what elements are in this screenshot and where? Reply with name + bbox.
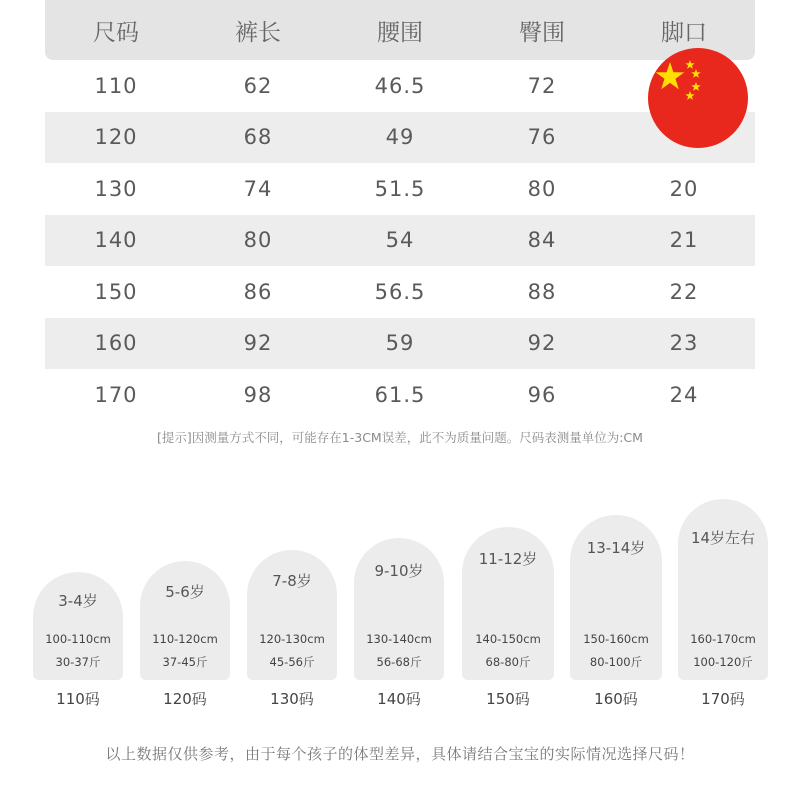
- table-cell: 88: [527, 279, 557, 304]
- weight-range: 45-56斤: [269, 655, 315, 669]
- table-cell: 24: [669, 382, 699, 407]
- height-range: 110-120cm: [152, 632, 218, 646]
- age-label: 7-8岁: [272, 572, 312, 590]
- header-size: 尺码: [93, 19, 139, 46]
- weight-range: 80-100斤: [589, 655, 643, 669]
- table-cell: 46.5: [374, 73, 426, 98]
- age-column: [462, 527, 554, 680]
- age-label: 13-14岁: [586, 539, 646, 557]
- header-pants-length: 裤长: [235, 19, 281, 46]
- age-label: 5-6岁: [165, 583, 205, 601]
- table-row: [45, 318, 755, 370]
- age-column: [247, 550, 337, 680]
- weight-range: 68-80斤: [485, 655, 531, 669]
- table-cell: 84: [527, 228, 557, 253]
- weight-range: 30-37斤: [55, 655, 101, 669]
- table-cell: 21: [669, 228, 699, 253]
- height-range: 160-170cm: [690, 632, 756, 646]
- table-cell: 170: [94, 382, 138, 407]
- table-cell: 51.5: [374, 176, 426, 201]
- table-cell: 56.5: [374, 279, 426, 304]
- height-range: 100-110cm: [45, 632, 111, 646]
- size-code: 120码: [163, 690, 207, 708]
- table-cell: 54: [385, 228, 415, 253]
- size-code: 110码: [56, 690, 100, 708]
- table-cell: 86: [243, 279, 273, 304]
- age-label: 3-4岁: [58, 592, 98, 610]
- header-waist: 腰围: [377, 19, 423, 46]
- table-cell: 96: [527, 382, 557, 407]
- table-row: [45, 369, 755, 421]
- age-label: 11-12岁: [478, 550, 538, 568]
- table-cell: 74: [243, 176, 273, 201]
- size-code: 150码: [486, 690, 530, 708]
- table-cell: 92: [243, 331, 273, 356]
- table-cell: 160: [94, 331, 138, 356]
- table-cell: 20: [669, 176, 699, 201]
- weight-range: 37-45斤: [162, 655, 208, 669]
- size-code: 130码: [270, 690, 314, 708]
- flag-small-star: [685, 60, 694, 69]
- table-cell: 61.5: [374, 382, 426, 407]
- header-hip: 臀围: [519, 19, 565, 46]
- table-cell: 72: [527, 73, 557, 98]
- table-cell: 140: [94, 228, 138, 253]
- table-cell: 76: [527, 125, 557, 150]
- measurement-note: [提示]因测量方式不同，可能存在1-3CM误差，此不为质量问题。尺码表测量单位为:CM: [157, 430, 643, 445]
- age-column: [570, 515, 662, 680]
- table-cell: 80: [527, 176, 557, 201]
- age-column: [354, 538, 444, 680]
- table-cell: 130: [94, 176, 138, 201]
- table-row: [45, 163, 755, 215]
- flag-small-star: [691, 69, 700, 78]
- table-cell: 49: [385, 125, 415, 150]
- age-label: 9-10岁: [374, 562, 424, 580]
- table-row: [45, 215, 755, 267]
- size-code: 140码: [377, 690, 421, 708]
- flag-big-star: [656, 62, 685, 89]
- size-code: 160码: [594, 690, 638, 708]
- table-cell: 22: [669, 279, 699, 304]
- table-row: [45, 266, 755, 318]
- table-cell: 120: [94, 125, 138, 150]
- header-leg-opening: 脚口: [661, 19, 707, 46]
- age-column: [678, 499, 768, 680]
- table-cell: 98: [243, 382, 273, 407]
- table-cell: 23: [669, 331, 699, 356]
- age-label: 14岁左右: [690, 529, 756, 547]
- table-cell: 62: [243, 73, 273, 98]
- height-range: 140-150cm: [475, 632, 541, 646]
- height-range: 120-130cm: [259, 632, 325, 646]
- weight-range: 100-120斤: [693, 655, 753, 669]
- table-cell: 80: [243, 228, 273, 253]
- table-cell: 110: [94, 73, 138, 98]
- weight-range: 56-68斤: [376, 655, 422, 669]
- height-range: 150-160cm: [583, 632, 649, 646]
- height-range: 130-140cm: [366, 632, 432, 646]
- flag-small-star: [685, 91, 694, 100]
- table-cell: 59: [385, 331, 415, 356]
- footer-disclaimer: 以上数据仅供参考，由于每个孩子的体型差异，具体请结合宝宝的实际情况选择尺码！: [105, 745, 695, 763]
- flag-small-star: [691, 82, 700, 91]
- age-column: [33, 572, 123, 680]
- table-cell: 68: [243, 125, 273, 150]
- table-cell: 92: [527, 331, 557, 356]
- china-flag-icon: [648, 48, 748, 148]
- size-code: 170码: [701, 690, 745, 708]
- table-cell: 150: [94, 279, 138, 304]
- age-column: [140, 561, 230, 680]
